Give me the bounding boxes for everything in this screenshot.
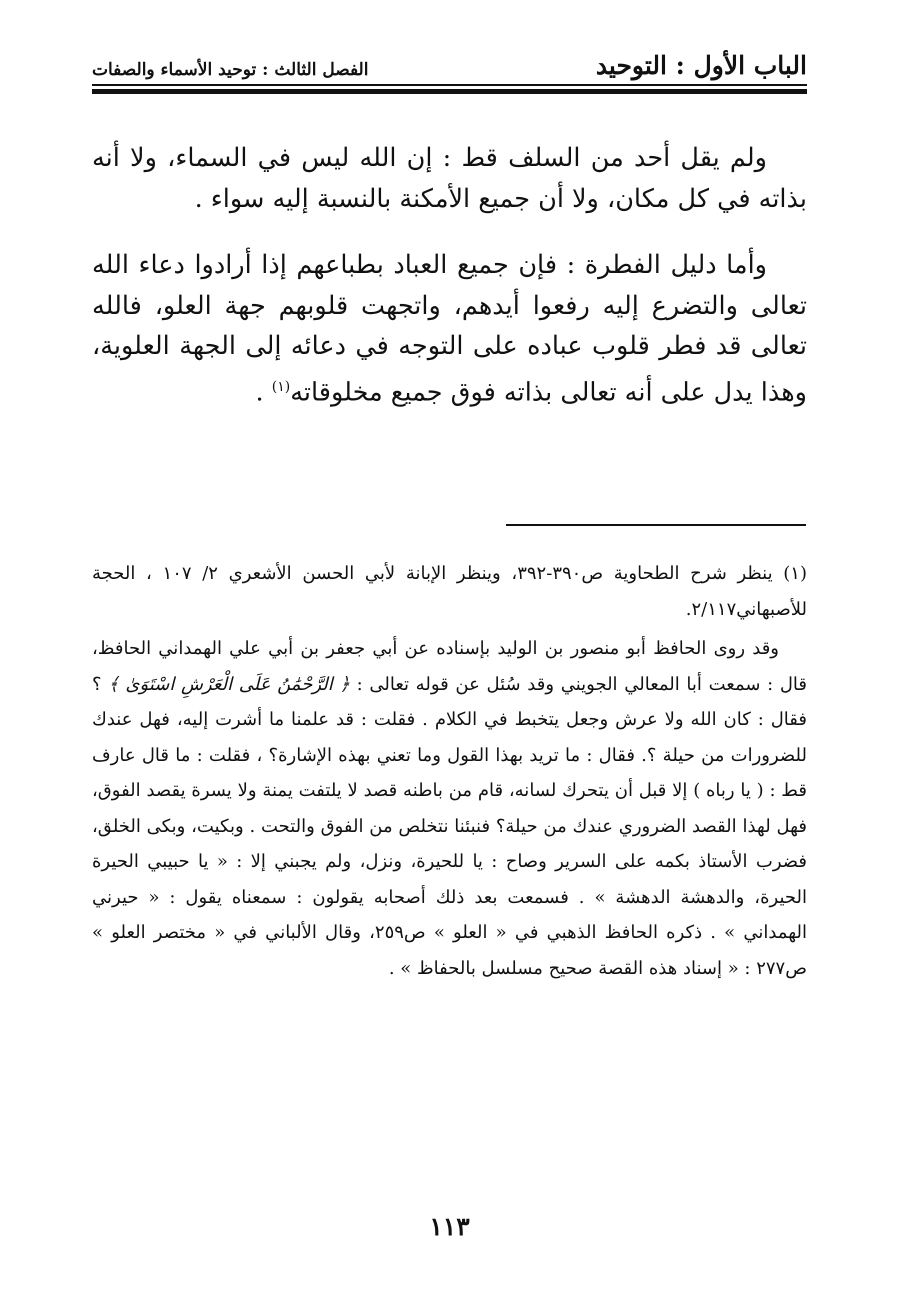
footnotes [92, 556, 807, 986]
quran-verse: ﴿ الرَّحْمَٰنُ عَلَى الْعَرْشِ اسْتَوَىٰ ﴾ [108, 673, 350, 695]
page-number: ١١٣ [429, 1212, 470, 1241]
footnote-marker: (١) [271, 378, 291, 395]
paragraph-text: وأما دليل الفطرة : فإن جميع العباد بطباعهم إذا أرادوا دعاء الله تعالى والتضرع إليه رفعوا أيدهم، واتجهت قلوبهم جهة العلو، فالله تعالى قد فطر قلوب عباده على التوجه في دعائه إلى الجهة العلوية، وهذا يدل على أنه تعالى بذاته فوق جميع مخلوقاته [92, 250, 807, 407]
header-rule-thin [92, 84, 807, 86]
footnote-separator [506, 524, 806, 526]
main-text [92, 138, 807, 413]
header-rule-thick [92, 89, 807, 94]
paragraph: ولم يقل أحد من السلف قط : إن الله ليس في السماء، ولا أنه بذاته في كل مكان، ولا أن جميع الأمكنة بالنسبة إليه سواء . [92, 143, 807, 214]
chapter-title: الفصل الثالث : توحيد الأسماء والصفات [92, 60, 369, 80]
book-part-title: الباب الأول : التوحيد [595, 51, 807, 80]
footnote-1: (١) ينظر شرح الطحاوية ص٣٩٠-٣٩٢، وينظر الإبانة لأبي الحسن الأشعري ٢/ ١٠٧ ، الحجة للأصبهاني٢/١١٧. [92, 563, 807, 620]
running-header [92, 36, 807, 80]
footnote-2 [92, 631, 807, 986]
footnote-text: وقد روى الحافظ أبو منصور بن الوليد بإسناده عن أبي جعفر بن أبي علي الهمداني الحافظ، قال : سمعت أبا المعالي الجويني وقد سُئل عن قوله تعالى : [92, 638, 807, 695]
paragraph [92, 245, 807, 413]
paragraph-end: . [255, 377, 272, 407]
header-divider [92, 84, 807, 94]
footnote-text: ؟ فقال : كان الله ولا عرش وجعل يتخبط في الكلام . فقلت : قد علمنا ما أشرت إليه، فهل عندك للضرورات من حيلة ؟. فقال : ما تريد بهذا القول وما تعني بهذه الإشارة؟ ، فقلت : ما قال عارف قط : ( يا رباه ) إلا قبل أن يتحرك لسانه، قام من باطنه قصد لا يلتفت يمنة ولا يسرة يقصد الفوق، فهل لهذا القصد الضروري عندك من حيلة؟ فنبئنا نتخلص من الفوق والتحت . وبكيت، وبكى الخلق، فضرب الأستاذ بكمه على السرير وصاح : يا للحيرة، ونزل، ولم يجبني إلا : « يا حبيبي الحيرة الحيرة، والدهشة الدهشة » . فسمعت بعد ذلك أصحابه يقولون : سمعناه يقول : « حيرني الهمداني » . ذكره الحافظ الذهبي في « العلو » ص٢٥٩، وقال الألباني في « مختصر العلو » ص٢٧٧ : « إسناد هذه القصة صحيح مسلسل بالحفاظ » . [92, 673, 807, 979]
